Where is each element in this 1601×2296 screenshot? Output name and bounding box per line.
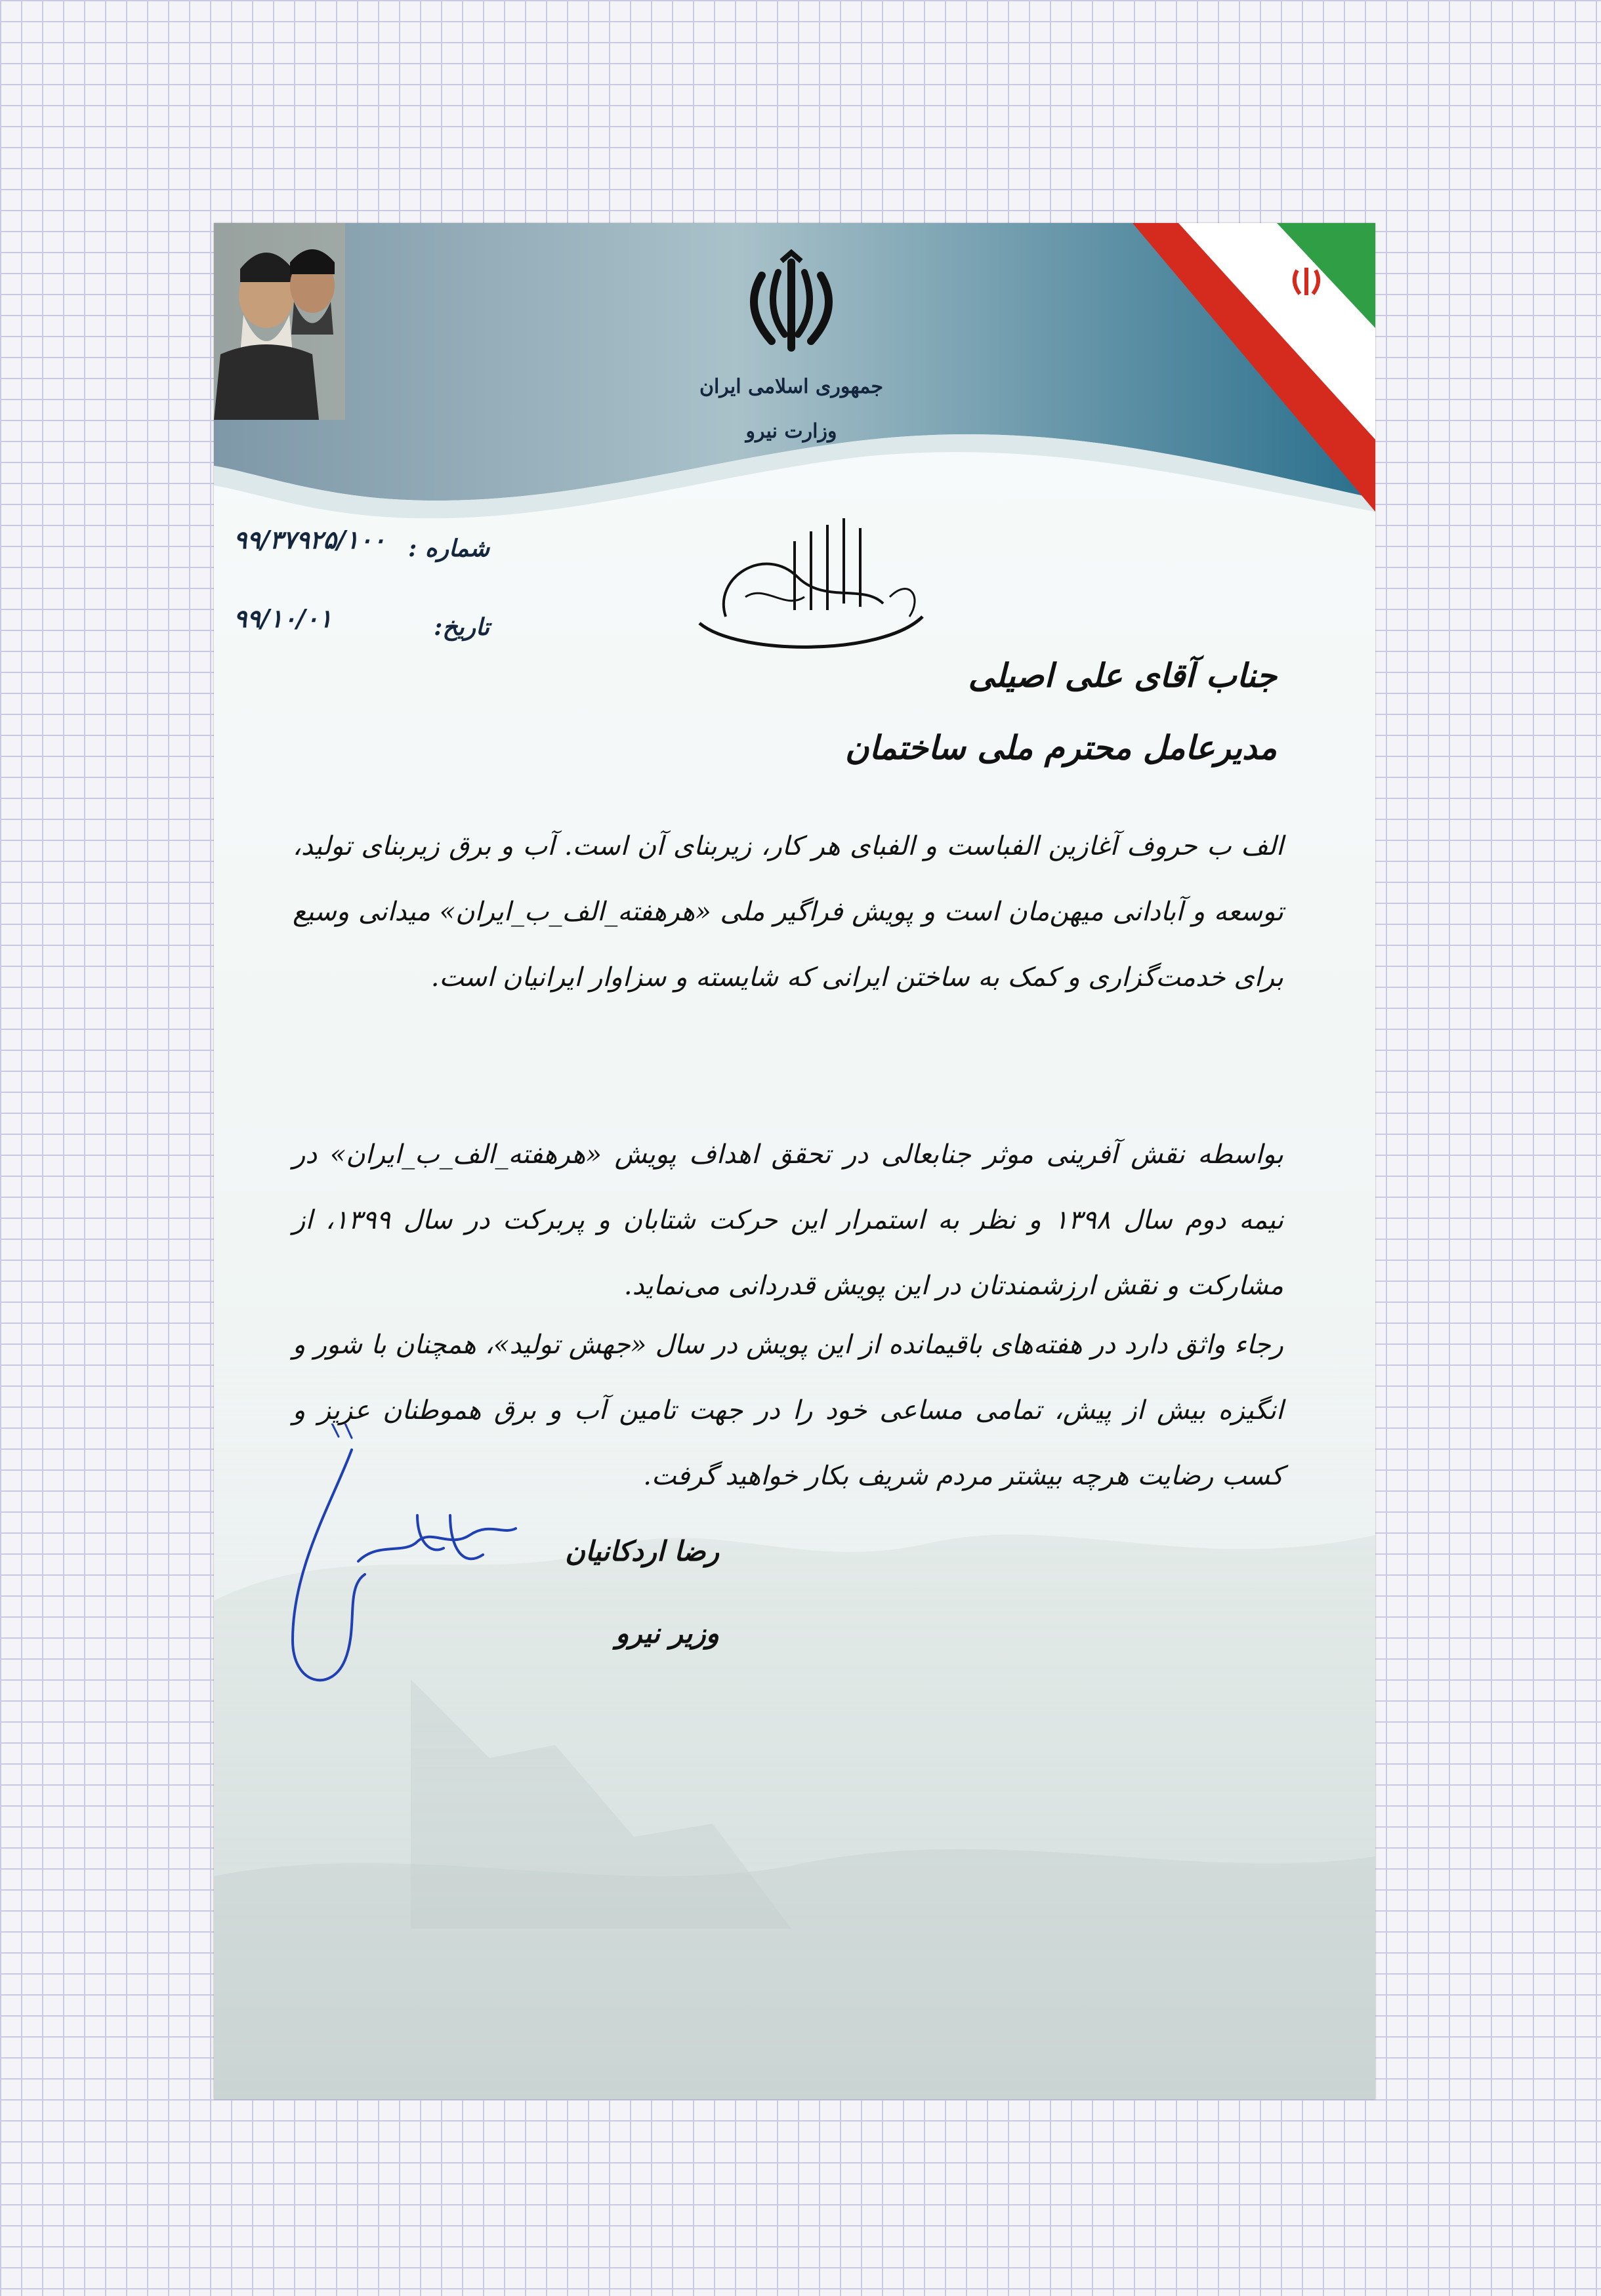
letterhead-country-name: جمهوری اسلامی ایران: [699, 375, 884, 398]
letter-date-label: تاریخ:: [434, 613, 489, 641]
letter-number-value: ۹۹/۳۷۹۲۵/۱۰۰: [234, 525, 386, 554]
iran-emblem-icon: [736, 249, 847, 361]
letter-date-value: ۹۹/۱۰/۰۱: [234, 604, 333, 633]
letterhead-ministry-name: وزارت نیرو: [745, 420, 837, 443]
body-paragraph-3: رجاء واثق دارد در هفته‌های باقیمانده از این پویش در سال «جهش تولید»، همچنان با شور و انگیزه بیش از پیش، تمامی مساعی خود را در جهت تامین آب و برق هموطنان عزیز و کسب رضایت هرچه بیشتر مردم شریف بکار خواهید گرفت.: [293, 1330, 1283, 1491]
bismillah-calligraphy-icon: [686, 505, 936, 663]
handwritten-signature-image: [253, 1424, 529, 1725]
recipient-name: جناب آقای علی اصیلی: [968, 656, 1277, 695]
iran-flag-ribbon: [1080, 223, 1375, 512]
signer-title: وزیر نیرو: [615, 1617, 719, 1649]
recipient-title: مدیرعامل محترم ملی ساختمان: [844, 728, 1277, 767]
letter-page: [214, 223, 1375, 2099]
letter-number-label: شماره :: [407, 535, 489, 562]
body-paragraph-2: بواسطه نقش آفرینی موثر جنابعالی در تحقق اهداف پویش «هرهفته_الف_ب_ایران» در نیمه دوم سال ۱۳۹۸ و نظر به استمرار این حرکت شتابان و پربرکت در سال ۱۳۹۹، از مشارکت و نقش ارزشمندتان در این پویش قدردانی می‌نماید.: [293, 1139, 1284, 1301]
signer-name: رضا اردکانیان: [565, 1535, 719, 1567]
body-paragraph-1: الف ب حروف آغازین الفباست و الفبای هر کار، زیربنای آن است. آب و برق زیربنای تولید، توسعه و آبادانی میهن‌مان است و پویش فراگیر ملی «هرهفته_الف_ب_ایران» میدانی وسیع برای خدمت‌گزاری و کمک به ساختن ایرانی که شایسته و سزاوار ایرانیان است.: [293, 831, 1283, 993]
leaders-portrait-image: [214, 223, 345, 420]
